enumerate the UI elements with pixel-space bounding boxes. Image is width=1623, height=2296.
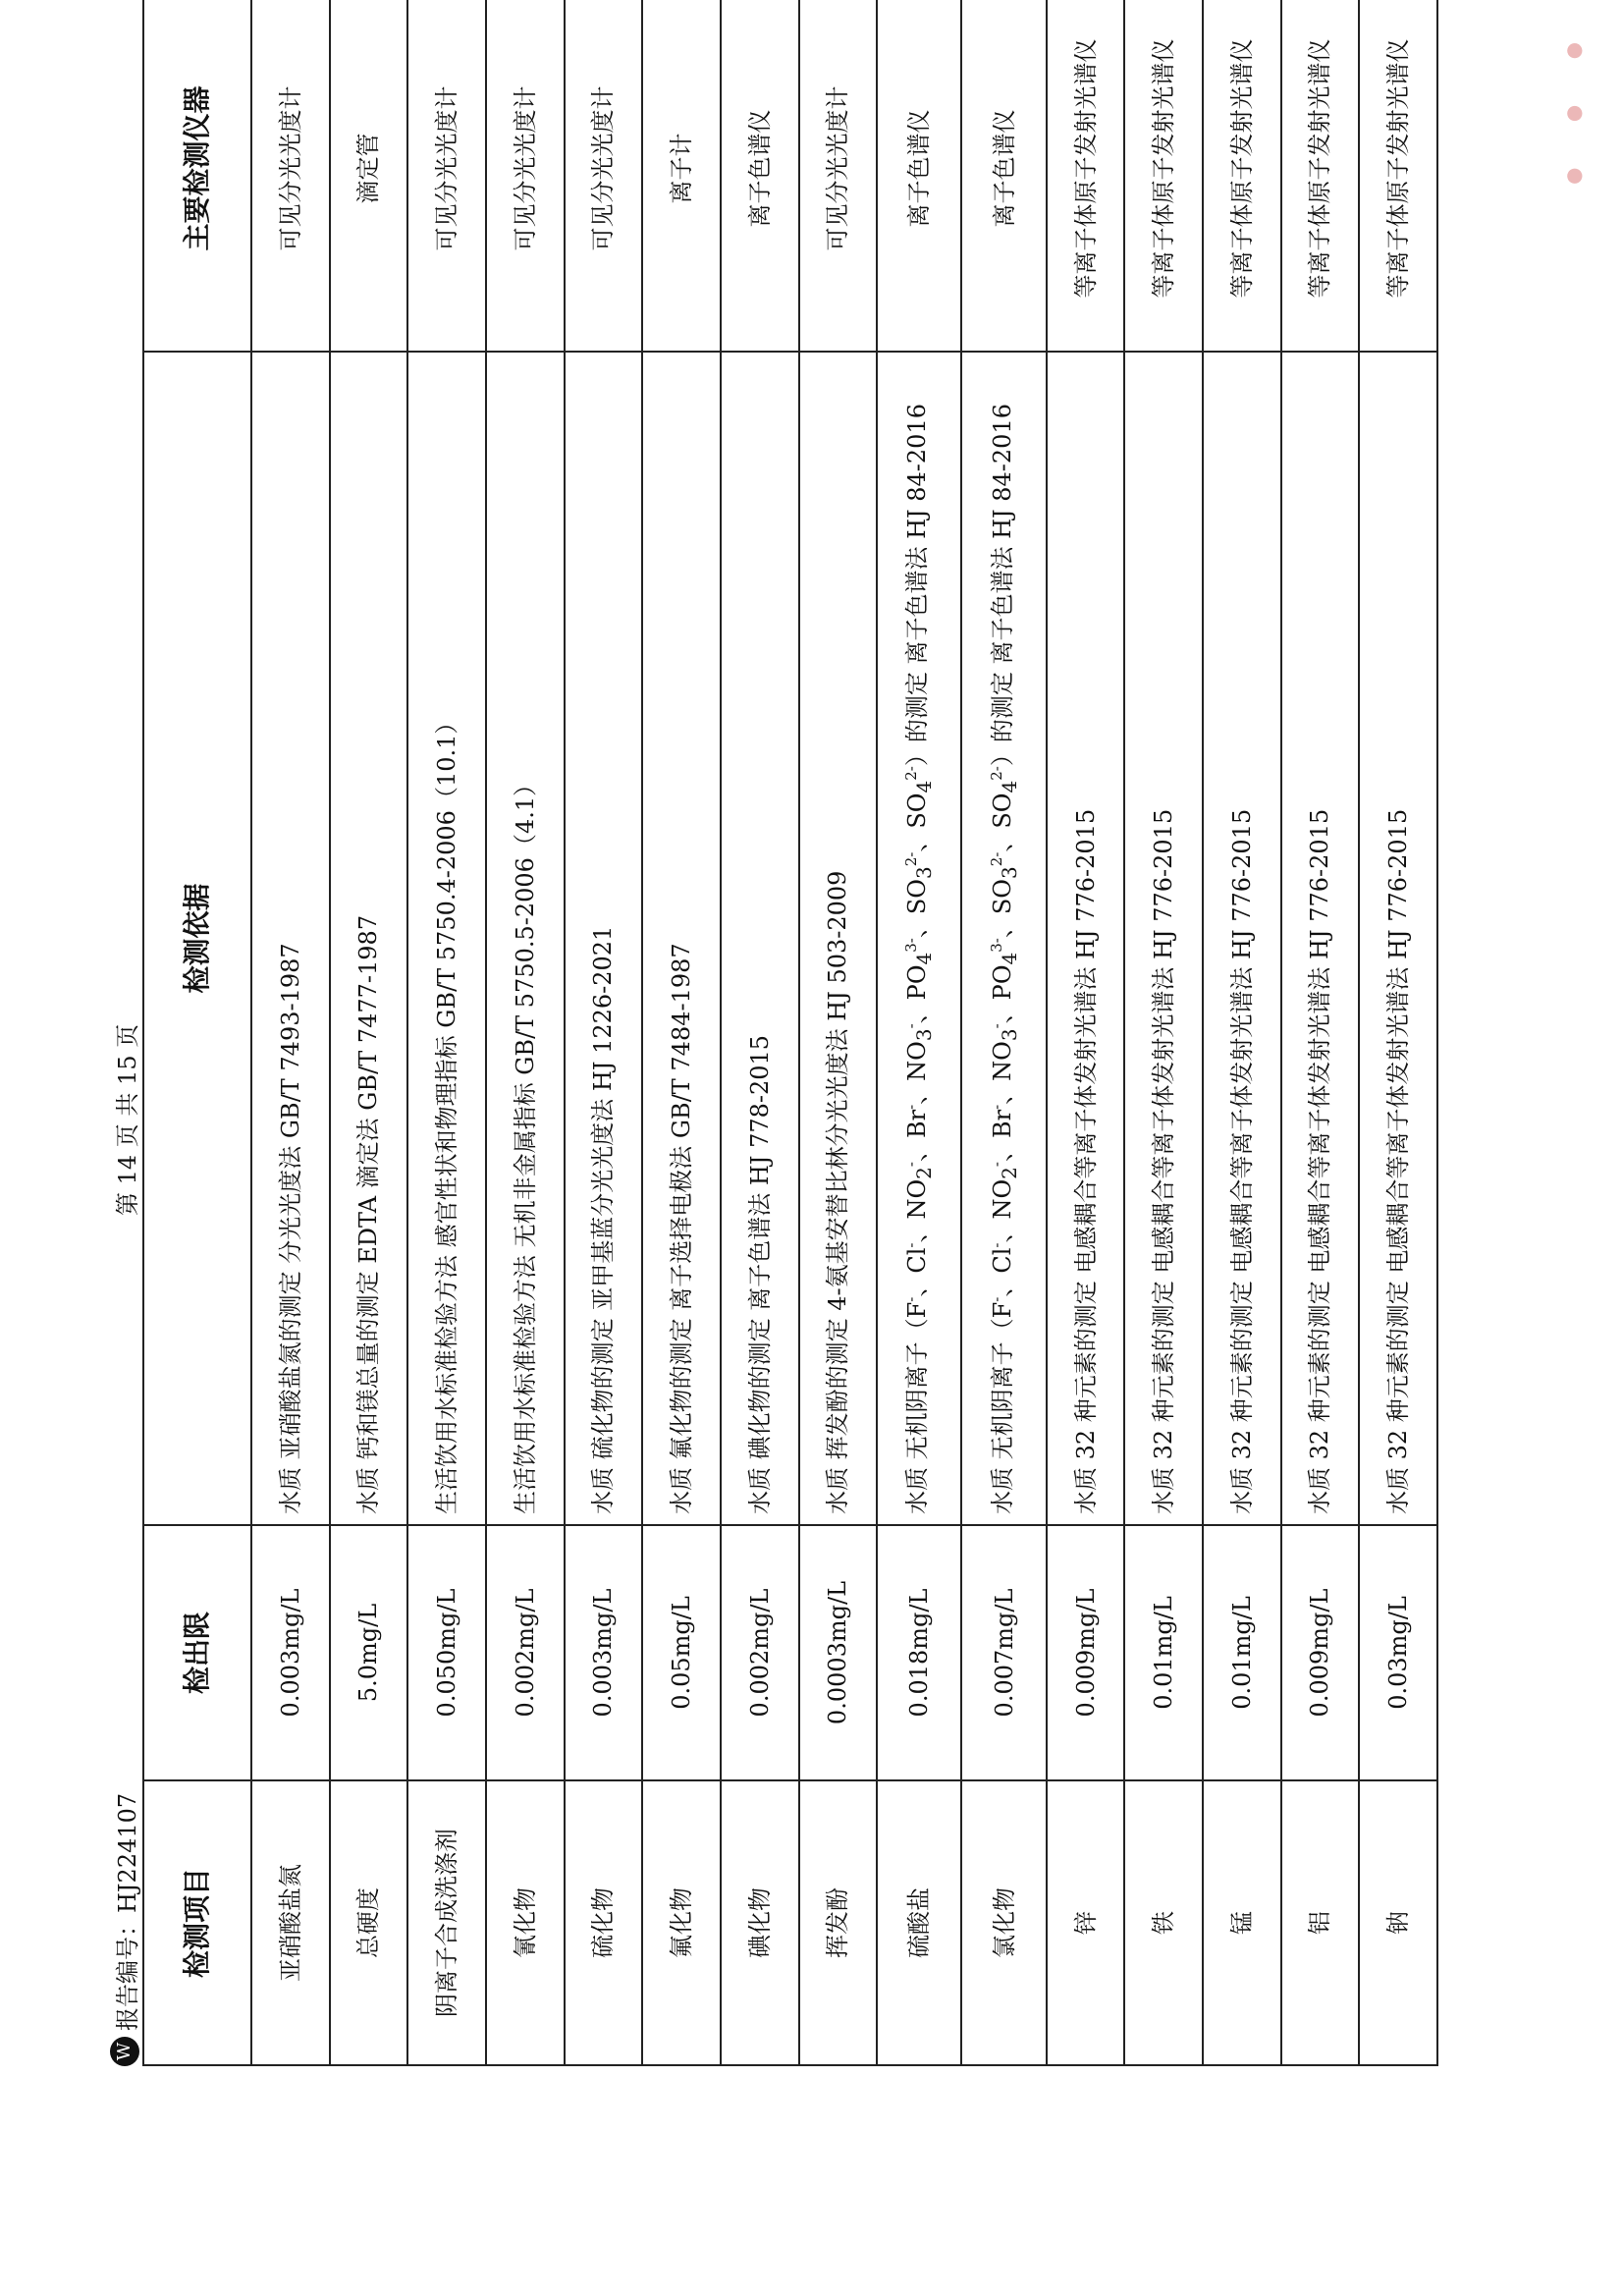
- cell-limit: 0.0003mg/L: [799, 1525, 878, 1780]
- report-number: [108, 1793, 142, 2031]
- table-header-row: [143, 0, 251, 2065]
- cell-instrument: 等离子体原子发射光谱仪: [1281, 0, 1360, 352]
- cell-basis: 水质 钙和镁总量的测定 EDTA 滴定法 GB/T 7477-1987: [330, 352, 408, 1525]
- table-row: [565, 0, 643, 2065]
- cell-item: 硫酸盐: [877, 1780, 961, 2065]
- method-table: [142, 0, 1438, 2066]
- faint-stamp-mark: ● ● ●: [1561, 22, 1585, 185]
- company-logo: W: [110, 2037, 139, 2066]
- cell-instrument: 可见分光光度计: [565, 0, 643, 352]
- cell-instrument: 离子色谱仪: [961, 0, 1046, 352]
- cell-instrument: 可见分光光度计: [407, 0, 486, 352]
- cell-instrument: 可见分光光度计: [486, 0, 565, 352]
- cell-instrument: 离子计: [642, 0, 721, 352]
- cell-instrument: 滴定管: [330, 0, 408, 352]
- cell-basis: 水质 硫化物的测定 亚甲基蓝分光光度法 HJ 1226-2021: [565, 352, 643, 1525]
- cell-item: 碘化物: [721, 1780, 799, 2065]
- cell-instrument: 等离子体原子发射光谱仪: [1359, 0, 1437, 352]
- cell-limit: 0.009mg/L: [1047, 1525, 1125, 1780]
- cell-instrument: 可见分光光度计: [251, 0, 330, 352]
- header-instrument: 主要检测仪器: [143, 0, 251, 352]
- table-row: [799, 0, 878, 2065]
- cell-limit: 0.05mg/L: [642, 1525, 721, 1780]
- table-row: [251, 0, 330, 2065]
- cell-item: 锌: [1047, 1780, 1125, 2065]
- cell-basis: 生活饮用水标准检验方法 感官性状和物理指标 GB/T 5750.4-2006（10.1）: [407, 352, 486, 1525]
- cell-basis: 水质 亚硝酸盐氮的测定 分光光度法 GB/T 7493-1987: [251, 352, 330, 1525]
- header-item: 检测项目: [143, 1780, 251, 2065]
- cell-instrument: 等离子体原子发射光谱仪: [1124, 0, 1203, 352]
- cell-item: 挥发酚: [799, 1780, 878, 2065]
- cell-limit: 0.002mg/L: [721, 1525, 799, 1780]
- cell-item: 锰: [1203, 1780, 1281, 2065]
- header-basis: 检测依据: [143, 352, 251, 1525]
- cell-item: 氟化物: [642, 1780, 721, 2065]
- cell-basis: 水质 无机阴离子（F-、Cl-、$NO_2^-$、Br-、$NO_3^-$、$PO_4^{3-}$、$SO_3^{2-}$、$SO_4^{2-}$）的测定 离子色谱法 HJ 84-2016: [961, 352, 1046, 1525]
- table-row: [721, 0, 799, 2065]
- cell-limit: 0.007mg/L: [961, 1525, 1046, 1780]
- cell-basis: 水质 挥发酚的测定 4-氨基安替比林分光光度法 HJ 503-2009: [799, 352, 878, 1525]
- page-indicator: 第 14 页 共 15 页: [114, 1023, 141, 1216]
- cell-item: 氯化物: [961, 1780, 1046, 2065]
- cell-limit: 0.003mg/L: [251, 1525, 330, 1780]
- cell-item: 铁: [1124, 1780, 1203, 2065]
- table-row: [1281, 0, 1360, 2065]
- cell-basis: 水质 氟化物的测定 离子选择电极法 GB/T 7484-1987: [642, 352, 721, 1525]
- cell-instrument: 等离子体原子发射光谱仪: [1203, 0, 1281, 352]
- cell-instrument: 离子色谱仪: [721, 0, 799, 352]
- cell-item: 氰化物: [486, 1780, 565, 2065]
- cell-basis: 水质 无机阴离子（F-、Cl-、$NO_2^-$、Br-、$NO_3^-$、$PO_4^{3-}$、$SO_3^{2-}$、$SO_4^{2-}$）的测定 离子色谱法 HJ 84-2016: [877, 352, 961, 1525]
- cell-limit: 0.050mg/L: [407, 1525, 486, 1780]
- table-row: [877, 0, 961, 2065]
- cell-item: 总硬度: [330, 1780, 408, 2065]
- cell-basis: 水质 32 种元素的测定 电感耦合等离子体发射光谱法 HJ 776-2015: [1047, 352, 1125, 1525]
- table-row: [330, 0, 408, 2065]
- cell-item: 亚硝酸盐氮: [251, 1780, 330, 2065]
- report-number-label: 报告编号：: [114, 1913, 141, 2031]
- cell-limit: 0.009mg/L: [1281, 1525, 1360, 1780]
- cell-limit: 0.01mg/L: [1203, 1525, 1281, 1780]
- cell-limit: 0.03mg/L: [1359, 1525, 1437, 1780]
- cell-item: 阴离子合成洗涤剂: [407, 1780, 486, 2065]
- cell-instrument: 离子色谱仪: [877, 0, 961, 352]
- header-limit: 检出限: [143, 1525, 251, 1780]
- cell-instrument: 等离子体原子发射光谱仪: [1047, 0, 1125, 352]
- report-number-value: HJ224107: [114, 1792, 141, 1913]
- table-row: [1047, 0, 1125, 2065]
- cell-instrument: 可见分光光度计: [799, 0, 878, 352]
- table-row: [961, 0, 1046, 2065]
- table-row: [1124, 0, 1203, 2065]
- cell-limit: 0.01mg/L: [1124, 1525, 1203, 1780]
- cell-basis: 水质 32 种元素的测定 电感耦合等离子体发射光谱法 HJ 776-2015: [1203, 352, 1281, 1525]
- cell-basis: 水质 32 种元素的测定 电感耦合等离子体发射光谱法 HJ 776-2015: [1124, 352, 1203, 1525]
- table-row: [1359, 0, 1437, 2065]
- cell-basis: 水质 32 种元素的测定 电感耦合等离子体发射光谱法 HJ 776-2015: [1281, 352, 1360, 1525]
- cell-basis: 生活饮用水标准检验方法 无机非金属指标 GB/T 5750.5-2006（4.1）: [486, 352, 565, 1525]
- cell-item: 硫化物: [565, 1780, 643, 2065]
- cell-limit: 0.002mg/L: [486, 1525, 565, 1780]
- cell-limit: 5.0mg/L: [330, 1525, 408, 1780]
- table-row: [1203, 0, 1281, 2065]
- cell-item: 铝: [1281, 1780, 1360, 2065]
- cell-basis: 水质 32 种元素的测定 电感耦合等离子体发射光谱法 HJ 776-2015: [1359, 352, 1437, 1525]
- cell-limit: 0.003mg/L: [565, 1525, 643, 1780]
- table-row: [486, 0, 565, 2065]
- cell-basis: 水质 碘化物的测定 离子色谱法 HJ 778-2015: [721, 352, 799, 1525]
- table-row: [642, 0, 721, 2065]
- table-row: [407, 0, 486, 2065]
- cell-limit: 0.018mg/L: [877, 1525, 961, 1780]
- cell-item: 钠: [1359, 1780, 1437, 2065]
